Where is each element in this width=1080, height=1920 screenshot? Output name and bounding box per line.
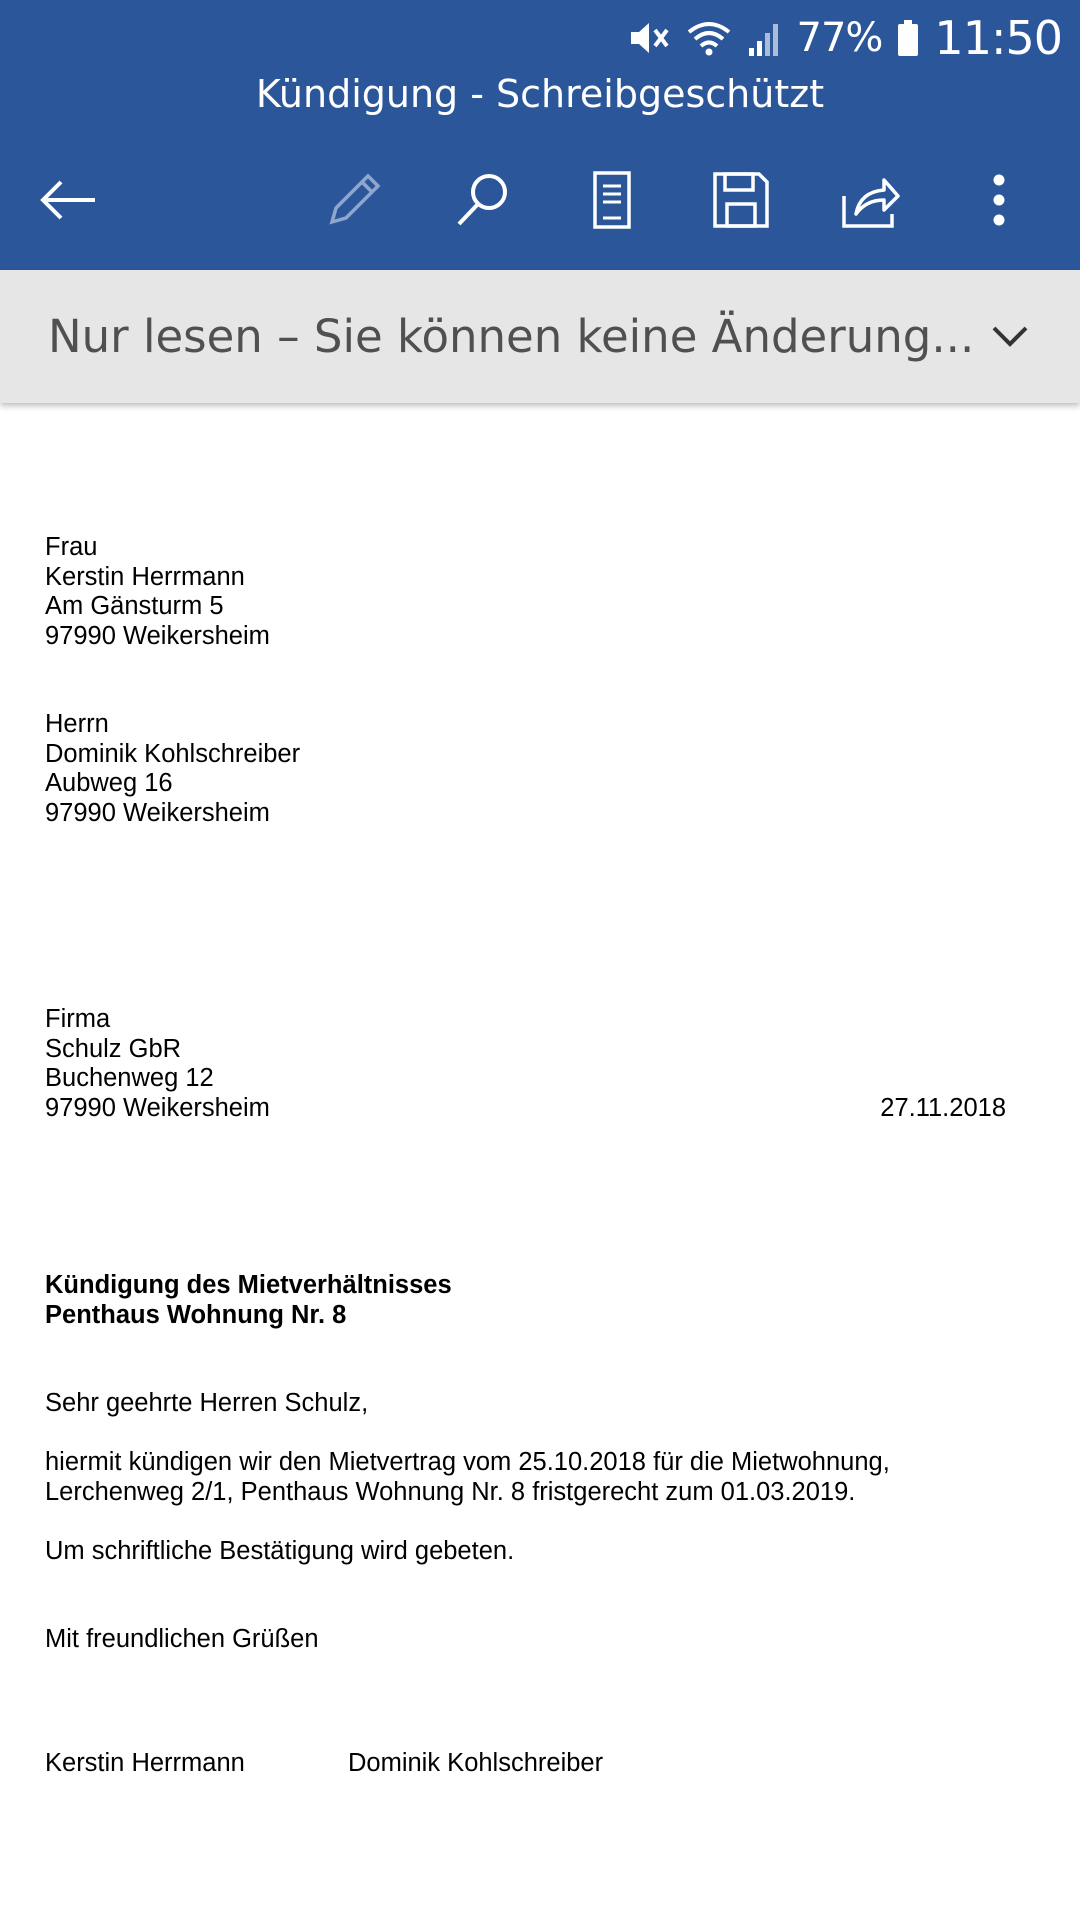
share-button[interactable] bbox=[830, 160, 910, 240]
status-bar bbox=[627, 8, 1062, 68]
more-options-button[interactable] bbox=[959, 160, 1039, 240]
sender2-line: Dominik Kohlschreiber bbox=[45, 740, 301, 768]
mobile-view-button[interactable] bbox=[572, 160, 652, 240]
save-button[interactable] bbox=[701, 160, 781, 240]
salutation: Sehr geehrte Herren Schulz, bbox=[45, 1389, 369, 1417]
wifi-icon bbox=[685, 18, 733, 58]
battery-percent: 77% bbox=[796, 15, 883, 61]
expand-banner-button[interactable] bbox=[980, 306, 1040, 366]
recipient-line: Schulz GbR bbox=[45, 1035, 182, 1063]
signature-name: Kerstin Herrmann bbox=[45, 1749, 245, 1777]
signal-icon bbox=[747, 18, 783, 58]
letter-date: 27.11.2018 bbox=[880, 1094, 1006, 1122]
body-line: Lerchenweg 2/1, Penthaus Wohnung Nr. 8 fristgerecht zum 01.03.2019. bbox=[45, 1478, 856, 1506]
battery-icon bbox=[896, 18, 920, 58]
search-icon bbox=[453, 170, 513, 230]
save-icon bbox=[711, 170, 771, 230]
mute-icon bbox=[627, 18, 671, 58]
read-only-banner[interactable] bbox=[0, 270, 1080, 403]
document-title: Kündigung - Schreibgeschützt bbox=[255, 72, 825, 116]
more-options-icon bbox=[989, 170, 1009, 230]
sender-line: Kerstin Herrmann bbox=[45, 563, 245, 591]
sender2-line: Herrn bbox=[45, 710, 109, 738]
sender2-line: 97990 Weikersheim bbox=[45, 799, 270, 827]
recipient-line: Buchenweg 12 bbox=[45, 1064, 214, 1092]
back-arrow-icon bbox=[39, 178, 99, 222]
toolbar bbox=[0, 160, 1080, 240]
document-page bbox=[0, 403, 1080, 1920]
share-icon bbox=[840, 170, 900, 230]
body-line: hiermit kündigen wir den Mietvertrag vom 25.10.2018 für die Mietwohnung, bbox=[45, 1448, 890, 1476]
clock: 11:50 bbox=[934, 11, 1062, 65]
sender2-line: Aubweg 16 bbox=[45, 769, 173, 797]
closing: Mit freundlichen Grüßen bbox=[45, 1625, 319, 1653]
request-line: Um schriftliche Bestätigung wird gebeten. bbox=[45, 1537, 515, 1565]
sender-line: Am Gänsturm 5 bbox=[45, 592, 224, 620]
recipient-line: 97990 Weikersheim bbox=[45, 1094, 270, 1122]
app-header bbox=[0, 0, 1080, 270]
subject-line: Penthaus Wohnung Nr. 8 bbox=[45, 1301, 347, 1329]
read-only-message: Nur lesen – Sie können keine Änderung... bbox=[48, 310, 975, 363]
back-button[interactable] bbox=[29, 160, 109, 240]
sender-line: Frau bbox=[45, 533, 98, 561]
chevron-down-icon bbox=[990, 324, 1030, 348]
recipient-line: Firma bbox=[45, 1005, 111, 1033]
sender-line: 97990 Weikersheim bbox=[45, 622, 270, 650]
subject-line: Kündigung des Mietverhältnisses bbox=[45, 1271, 452, 1299]
signature-name: Dominik Kohlschreiber bbox=[348, 1749, 604, 1777]
mobile-view-icon bbox=[590, 170, 634, 230]
pencil-icon bbox=[324, 170, 384, 230]
edit-button[interactable] bbox=[314, 160, 394, 240]
search-button[interactable] bbox=[443, 160, 523, 240]
